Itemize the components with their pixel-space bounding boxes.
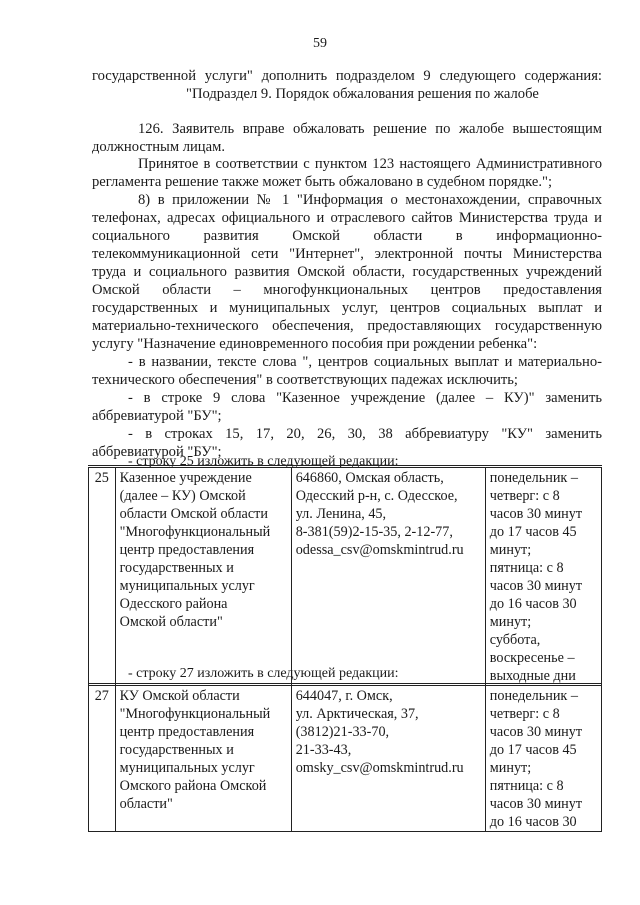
table-row-27 xyxy=(88,683,602,832)
cell-line: минут; xyxy=(489,760,532,776)
text-line: Омской области – многофункциональных центров предоставления xyxy=(92,282,602,298)
cell-line: области" xyxy=(119,796,173,812)
address-cell xyxy=(291,685,485,832)
text-line: государственной услуги" дополнить подразделом 9 следующего содержания: xyxy=(92,68,602,84)
working-hours-cell xyxy=(485,685,601,832)
cell-line: до 16 часов 30 xyxy=(489,814,577,830)
cell-line: выходные дни xyxy=(489,668,576,684)
cell-line: центр предоставления xyxy=(119,724,255,740)
row-number: 27 xyxy=(89,685,116,832)
cell-line: Омского района Омской xyxy=(119,778,267,794)
cell-line: 646860, Омская область, xyxy=(295,470,444,486)
text-line: аббревиатурой "БУ"; xyxy=(92,408,222,424)
cell-line: часов 30 минут xyxy=(489,578,583,594)
cell-line: понедельник – xyxy=(489,470,578,486)
page-number: 59 xyxy=(313,36,327,51)
email-text: odessa_csv@omskmintrud.ru xyxy=(295,542,464,558)
cell-line: муниципальных услуг xyxy=(119,578,255,594)
cell-line: (далее – КУ) Омской xyxy=(119,488,246,504)
cell-line: Одесского района xyxy=(119,596,228,612)
cell-line: 644047, г. Омск, xyxy=(295,688,393,704)
institution-name-cell xyxy=(115,685,291,832)
cell-line: до 16 часов 30 xyxy=(489,596,577,612)
cell-line: понедельник – xyxy=(489,688,578,704)
cell-line: четверг: с 8 xyxy=(489,488,560,504)
text-line: телефонах, адресах официального и отраслевого сайтов Министерства труда и xyxy=(92,210,602,226)
cell-line: Казенное учреждение xyxy=(119,470,252,486)
working-hours-cell xyxy=(485,467,601,686)
cell-line: минут; xyxy=(489,542,532,558)
cell-line: воскресенье – xyxy=(489,650,575,666)
cell-line: государственных и xyxy=(119,742,234,758)
text-line: социального развития Омской области в информационно- xyxy=(92,228,602,244)
cell-line: Одесский р-н, с. Одесское, xyxy=(295,488,458,504)
text-line: технического обеспечения" в соответствующих падежах исключить; xyxy=(92,372,518,388)
table-row-25 xyxy=(88,465,602,686)
cell-line: до 17 часов 45 xyxy=(489,524,577,540)
text-line: - в строках 15, 17, 20, 26, 30, 38 аббревиатуру "КУ" заменить xyxy=(128,426,602,442)
subsection-heading: "Подраздел 9. Порядок обжалования решения по жалобе xyxy=(186,86,539,102)
cell-line: минут; xyxy=(489,614,532,630)
text-line: телекоммуникационной сети "Интернет", электронной почты Министерства xyxy=(92,246,602,262)
text-line: аббревиатурой "БУ"; xyxy=(92,444,222,460)
text-line: - строку 27 изложить в следующей редакции: xyxy=(128,666,399,681)
text-line: государственных и муниципальных услуг, центров социальных выплат и xyxy=(92,300,602,316)
institution-name-cell xyxy=(115,467,291,686)
email-text: omsky_csv@omskmintrud.ru xyxy=(295,760,464,776)
text-line: Принятое в соответствии с пунктом 123 настоящего Административного xyxy=(138,156,602,172)
cell-line: суббота, xyxy=(489,632,541,648)
cell-line: центр предоставления xyxy=(119,542,255,558)
address-cell xyxy=(291,467,485,686)
cell-line: государственных и xyxy=(119,560,234,576)
cell-line: четверг: с 8 xyxy=(489,706,560,722)
cell-line: ул. Арктическая, 37, xyxy=(295,706,419,722)
cell-line: часов 30 минут xyxy=(489,724,583,740)
text-line: - в названии, тексте слова ", центров социальных выплат и материально- xyxy=(128,354,602,370)
cell-line: области Омской области xyxy=(119,506,268,522)
row-number: 25 xyxy=(89,467,116,686)
cell-line: пятница: с 8 xyxy=(489,560,564,576)
cell-line: пятница: с 8 xyxy=(489,778,564,794)
text-line: - строку 25 изложить в следующей редакции: xyxy=(128,454,399,469)
cell-line: часов 30 минут xyxy=(489,796,583,812)
cell-line: "Многофункциональный xyxy=(119,524,271,540)
text-line: 8) в приложении № 1 "Информация о местонахождении, справочных xyxy=(138,192,602,208)
text-line: услугу "Назначение единовременного пособия при рождении ребенка": xyxy=(92,336,538,352)
text-line: материально-технического обеспечения, предоставляющих государственную xyxy=(92,318,602,334)
cell-line: КУ Омской области xyxy=(119,688,240,704)
cell-line: часов 30 минут xyxy=(489,506,583,522)
cell-line: Омской области" xyxy=(119,614,223,630)
cell-line: (3812)21-33-70, xyxy=(295,724,390,740)
text-line: труда и социального развития Омской области, государственных учреждений xyxy=(92,264,602,280)
text-line: 126. Заявитель вправе обжаловать решение по жалобе вышестоящим xyxy=(138,121,602,137)
cell-line: 21-33-43, xyxy=(295,742,352,758)
cell-line: ул. Ленина, 45, xyxy=(295,506,387,522)
cell-line: до 17 часов 45 xyxy=(489,742,577,758)
text-line: должностным лицам. xyxy=(92,139,225,155)
text-line: регламента решение также может быть обжаловано в судебном порядке."; xyxy=(92,174,553,190)
cell-line: "Многофункциональный xyxy=(119,706,271,722)
cell-line: 8-381(59)2-15-35, 2-12-77, xyxy=(295,524,453,540)
text-line: - в строке 9 слова "Казенное учреждение (далее – КУ)" заменить xyxy=(128,390,602,406)
cell-line: муниципальных услуг xyxy=(119,760,255,776)
